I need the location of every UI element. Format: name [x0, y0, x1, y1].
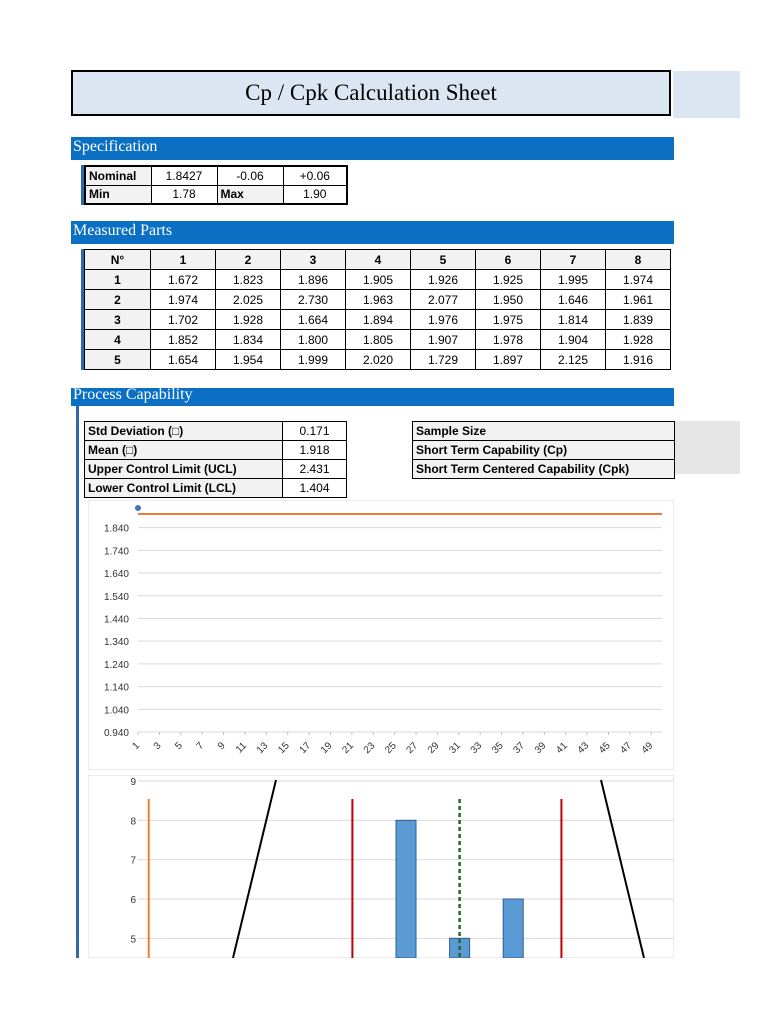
measurement-cell[interactable]: 1.950 — [476, 290, 541, 310]
x-tick-label: 43 — [575, 740, 592, 756]
y-tick-label: 1.540 — [103, 591, 129, 603]
title-extension-fill — [673, 71, 740, 118]
x-tick-label: 31 — [447, 740, 463, 756]
measurement-cell[interactable]: 1.961 — [606, 290, 671, 310]
measurement-cell[interactable]: 1.975 — [476, 310, 541, 330]
ucl-value: 2.431 — [283, 460, 347, 479]
y-tick-label: 1.240 — [103, 659, 129, 671]
measurement-cell[interactable]: 1.672 — [151, 270, 216, 290]
measurement-cell[interactable]: 2.077 — [411, 290, 476, 310]
chart-frame — [88, 500, 674, 770]
measurement-cell[interactable]: 1.654 — [151, 350, 216, 370]
measurement-cell[interactable]: 1.646 — [541, 290, 606, 310]
measurement-cell[interactable]: 1.702 — [151, 310, 216, 330]
x-tick-label: 21 — [340, 740, 356, 756]
measurement-cell[interactable]: 1.976 — [411, 310, 476, 330]
y-tick-label: 1.740 — [103, 546, 129, 558]
x-tick-label: 23 — [361, 740, 378, 756]
measurement-cell[interactable]: 1.916 — [606, 350, 671, 370]
control-chart — [88, 500, 674, 770]
measurement-cell[interactable]: 1.907 — [411, 330, 476, 350]
page-title: Cp / Cpk Calculation Sheet — [245, 80, 497, 105]
x-tick-label: 9 — [215, 740, 228, 753]
x-tick-label: 29 — [425, 740, 442, 756]
y-tick-label: 1.140 — [103, 682, 129, 694]
mean-value: 1.918 — [283, 441, 347, 460]
row-number: 4 — [85, 330, 151, 350]
y-tick-label: 5 — [130, 934, 136, 946]
x-tick-label: 39 — [532, 740, 549, 756]
lcl-value: 1.404 — [283, 479, 347, 498]
histogram-bar — [396, 820, 416, 958]
measurement-cell[interactable]: 2.025 — [216, 290, 281, 310]
section-header-process-capability — [71, 388, 674, 406]
column-header-3: 3 — [281, 250, 346, 270]
section-accent-line — [76, 406, 79, 958]
x-tick-label: 49 — [639, 740, 656, 756]
measurement-cell[interactable]: 1.896 — [281, 270, 346, 290]
min-label: Min — [85, 185, 151, 204]
section-label: Process Capability — [73, 386, 193, 403]
table-row — [85, 290, 671, 310]
table-row — [85, 310, 671, 330]
x-tick-label: 13 — [254, 740, 271, 756]
result-cells-shade — [674, 421, 740, 474]
x-tick-label: 27 — [404, 740, 421, 756]
x-tick-label: 11 — [233, 740, 250, 756]
measurement-cell[interactable]: 1.814 — [541, 310, 606, 330]
measurement-cell[interactable]: 1.800 — [281, 330, 346, 350]
y-tick-label: 9 — [130, 777, 136, 788]
title-box — [71, 70, 671, 116]
measurement-cell[interactable]: 1.963 — [346, 290, 411, 310]
measurement-cell[interactable]: 1.978 — [476, 330, 541, 350]
max-label: Max — [217, 185, 283, 204]
x-tick-label: 19 — [318, 740, 335, 756]
measured-parts-table — [84, 249, 671, 370]
section-label: Specification — [73, 138, 158, 155]
measurement-cell[interactable]: 1.805 — [346, 330, 411, 350]
measurement-cell[interactable]: 1.729 — [411, 350, 476, 370]
x-tick-label: 3 — [151, 740, 164, 753]
x-tick-label: 47 — [618, 740, 635, 756]
cp-label: Short Term Capability (Cp) — [413, 441, 675, 460]
measurement-cell[interactable]: 1.664 — [281, 310, 346, 330]
column-header-2: 2 — [216, 250, 281, 270]
capability-stats-table — [84, 421, 347, 498]
x-tick-label: 1 — [130, 740, 143, 753]
section-label: Measured Parts — [73, 222, 173, 239]
column-header-1: 1 — [151, 250, 216, 270]
column-header-7: 7 — [541, 250, 606, 270]
specification-table — [84, 165, 348, 205]
x-tick-label: 35 — [490, 740, 506, 756]
x-tick-label: 41 — [554, 740, 570, 756]
row-number: 2 — [85, 290, 151, 310]
section-header-measured-parts — [71, 221, 674, 244]
tolerance-plus[interactable]: +0.06 — [283, 166, 347, 185]
x-tick-label: 33 — [468, 740, 485, 756]
measurement-cell[interactable]: 1.839 — [606, 310, 671, 330]
x-tick-label: 5 — [173, 740, 185, 753]
sample-size-label: Sample Size — [413, 422, 675, 441]
table-row — [85, 350, 671, 370]
measurement-cell[interactable]: 1.904 — [541, 330, 606, 350]
y-tick-label: 1.640 — [103, 569, 129, 581]
ucl-label: Upper Control Limit (UCL) — [85, 460, 283, 479]
measurement-cell[interactable]: 1.928 — [606, 330, 671, 350]
x-tick-label: 45 — [597, 740, 613, 756]
measurement-cell[interactable]: 1.926 — [411, 270, 476, 290]
y-tick-label: 1.840 — [103, 523, 129, 535]
measurement-cell[interactable]: 1.834 — [216, 330, 281, 350]
std-deviation-label: Std Deviation (□) — [85, 422, 283, 441]
row-number: 5 — [85, 350, 151, 370]
lcl-label: Lower Control Limit (LCL) — [85, 479, 283, 498]
y-tick-label: 8 — [130, 816, 136, 828]
y-tick-label: 1.340 — [103, 637, 129, 649]
table-header-row — [85, 250, 671, 270]
table-row — [85, 270, 671, 290]
x-tick-label: 25 — [383, 740, 399, 756]
nominal-value[interactable]: 1.8427 — [151, 166, 217, 185]
measurement-cell[interactable]: 1.954 — [216, 350, 281, 370]
measurement-cell[interactable]: 1.897 — [476, 350, 541, 370]
x-tick-label: 15 — [276, 740, 292, 756]
x-tick-label: 7 — [194, 740, 207, 753]
measurement-cell[interactable]: 1.894 — [346, 310, 411, 330]
data-point — [135, 505, 141, 511]
measurement-cell[interactable]: 1.823 — [216, 270, 281, 290]
std-deviation-value: 0.171 — [283, 422, 347, 441]
mean-label: Mean (□) — [85, 441, 283, 460]
measurement-cell[interactable]: 1.974 — [151, 290, 216, 310]
cpk-label: Short Term Centered Capability (Cpk) — [413, 460, 675, 479]
measurement-cell[interactable]: 1.905 — [346, 270, 411, 290]
chart-frame — [88, 775, 674, 958]
y-tick-label: 6 — [130, 895, 136, 906]
x-tick-label: 17 — [297, 740, 314, 756]
y-tick-label: 1.440 — [103, 614, 129, 626]
column-header-4: 4 — [346, 250, 411, 270]
measurement-cell[interactable]: 1.995 — [541, 270, 606, 290]
y-tick-label: 7 — [130, 855, 136, 867]
measurement-cell[interactable]: 2.125 — [541, 350, 606, 370]
measurement-cell[interactable]: 2.020 — [346, 350, 411, 370]
measurement-cell[interactable]: 1.999 — [281, 350, 346, 370]
row-number: 1 — [85, 270, 151, 290]
column-header-5: 5 — [411, 250, 476, 270]
nominal-label: Nominal — [85, 166, 151, 185]
row-number-header: N° — [85, 250, 151, 270]
x-tick-label: 37 — [511, 740, 528, 756]
measurement-cell[interactable]: 1.974 — [606, 270, 671, 290]
measurement-cell[interactable]: 2.730 — [281, 290, 346, 310]
measurement-cell[interactable]: 1.928 — [216, 310, 281, 330]
histogram-chart — [88, 775, 674, 958]
y-tick-label: 0.940 — [103, 728, 129, 739]
column-header-6: 6 — [476, 250, 541, 270]
max-value: 1.90 — [283, 185, 347, 204]
row-number: 3 — [85, 310, 151, 330]
measurement-cell[interactable]: 1.925 — [476, 270, 541, 290]
capability-results-table — [412, 421, 675, 479]
table-row — [85, 330, 671, 350]
measurement-cell[interactable]: 1.852 — [151, 330, 216, 350]
section-header-specification — [71, 137, 674, 160]
histogram-bar — [503, 899, 523, 958]
tolerance-minus[interactable]: -0.06 — [217, 166, 283, 185]
column-header-8: 8 — [606, 250, 671, 270]
y-tick-label: 1.040 — [103, 705, 129, 717]
min-value: 1.78 — [151, 185, 217, 204]
